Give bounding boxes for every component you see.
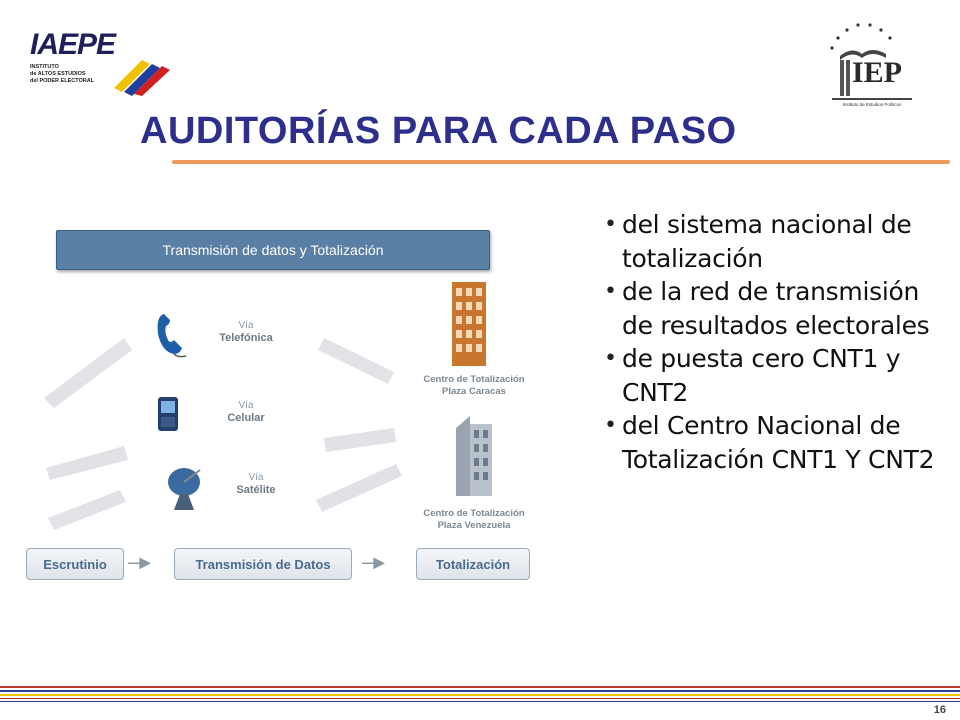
channel-name: Satélite xyxy=(236,484,276,496)
channel-prefix: Vía xyxy=(238,320,254,331)
center-caracas-label xyxy=(404,374,544,398)
diagram-header: Transmisión de datos y Totalización xyxy=(56,230,490,270)
iep-logo xyxy=(812,18,912,110)
channel-satelite xyxy=(220,472,292,497)
bullet-list xyxy=(602,208,942,476)
center-line1: Centro de Totalización xyxy=(423,508,525,519)
slide-title: AUDITORÍAS PARA CADA PASO xyxy=(140,110,737,152)
page-number: 16 xyxy=(933,704,946,716)
footer-stripe-red-2 xyxy=(0,698,960,699)
footer-stripe-blue-2 xyxy=(0,701,960,702)
flow-escrutinio: Escrutinio xyxy=(26,548,124,580)
title-underline xyxy=(172,160,950,164)
iaepe-logo xyxy=(30,28,180,100)
flow-totalizacion: Totalización xyxy=(416,548,530,580)
channel-name: Telefónica xyxy=(219,332,273,344)
satellite-dish-icon xyxy=(164,460,212,516)
cellphone-icon xyxy=(150,393,190,437)
bullet-item: • de la red de transmisión de resultados electorales xyxy=(602,275,942,342)
channel-telefonica xyxy=(210,320,282,345)
center-line1: Centro de Totalización xyxy=(423,374,525,385)
footer-stripe-blue xyxy=(0,690,960,692)
footer-stripe-red xyxy=(0,686,960,688)
iaepe-subtitle-line-3: del PODER ELECTORAL xyxy=(30,78,95,84)
building-icon xyxy=(444,276,494,366)
bullet-item: • de puesta cero CNT1 y CNT2 xyxy=(602,342,942,409)
transmission-diagram xyxy=(24,228,584,608)
flag-stripes-icon xyxy=(92,56,172,96)
channel-prefix: Vía xyxy=(248,472,264,483)
footer-stripe-yellow xyxy=(0,694,960,696)
center-line2: Plaza Caracas xyxy=(442,386,506,397)
telephone-icon xyxy=(152,310,192,360)
flow-transmision: Transmisión de Datos xyxy=(174,548,352,580)
iep-subtitle: Instituto de Estudios Políticos xyxy=(842,102,902,107)
iaepe-subtitle-line-1: INSTITUTO xyxy=(30,64,59,70)
iaepe-wordmark: IAEPE xyxy=(30,28,116,61)
bullet-item: • del sistema nacional de totalización xyxy=(602,208,942,275)
channel-prefix: Vía xyxy=(238,400,254,411)
channel-name: Celular xyxy=(227,412,265,424)
flow-arrow-icon: ‒‒▶ xyxy=(128,554,149,570)
iaepe-subtitle-line-2: de ALTOS ESTUDIOS xyxy=(30,71,86,77)
channel-celular xyxy=(210,400,282,425)
center-venezuela-label xyxy=(404,508,544,532)
bullet-item: • del Centro Nacional de Totalización CNT1 Y CNT2 xyxy=(602,409,942,476)
center-line2: Plaza Venezuela xyxy=(437,520,511,531)
building-icon xyxy=(446,414,496,496)
flow-arrow-icon: ‒‒▶ xyxy=(362,554,383,570)
iep-wordmark: IEP xyxy=(852,56,903,89)
